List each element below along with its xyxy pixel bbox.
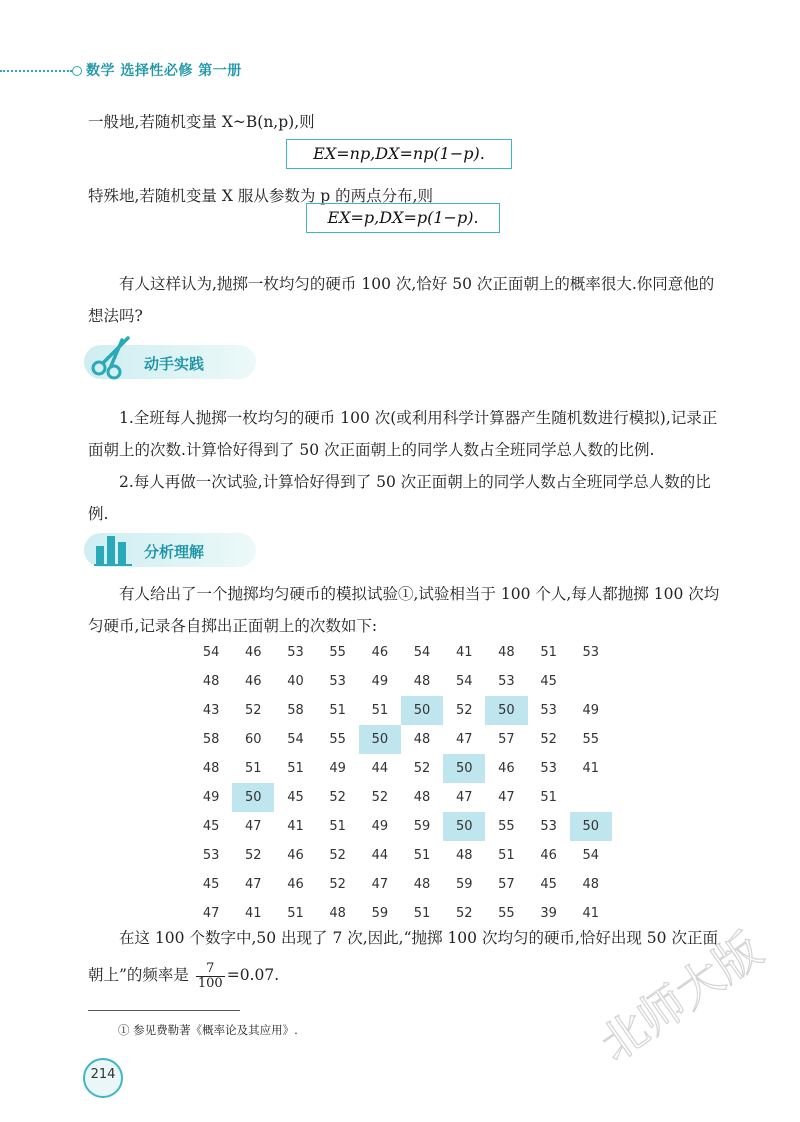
- frequency-fraction: [196, 962, 225, 991]
- table-cell: 55: [498, 906, 515, 921]
- table-row: [190, 870, 612, 899]
- table-cell: 48: [413, 674, 431, 689]
- table-cell: 58: [287, 703, 304, 718]
- table-row: [190, 783, 612, 812]
- table-cell: 54: [202, 645, 220, 660]
- table-cell: 41: [582, 761, 600, 776]
- table-cell-highlighted: 50: [485, 696, 527, 725]
- table-row: [190, 725, 612, 754]
- publisher-watermark: [590, 915, 790, 1085]
- scissors-icon: [86, 332, 136, 382]
- table-cell: 52: [540, 732, 557, 747]
- table-cell: 47: [202, 906, 220, 921]
- table-cell: 46: [287, 877, 304, 892]
- table-cell: 49: [202, 790, 220, 805]
- table-cell: 47: [245, 877, 262, 892]
- table-cell: 45: [202, 877, 220, 892]
- watermark-text: 北师大版: [590, 922, 772, 1072]
- table-cell: 53: [540, 761, 557, 776]
- table-cell: 44: [371, 761, 389, 776]
- table-cell: 48: [413, 877, 431, 892]
- table-cell: 59: [413, 819, 431, 834]
- table-cell: 46: [287, 848, 304, 863]
- table-cell: 51: [498, 848, 515, 863]
- table-cell: 57: [498, 732, 515, 747]
- table-cell-highlighted: 50: [443, 754, 485, 783]
- table-cell: 39: [540, 906, 557, 921]
- analysis-section-title: 分析理解: [144, 543, 205, 561]
- table-cell: 45: [287, 790, 304, 805]
- table-cell-highlighted: 50: [359, 725, 401, 754]
- table-cell: 51: [287, 761, 304, 776]
- table-cell: 48: [582, 877, 600, 892]
- table-cell: 53: [540, 819, 557, 834]
- table-cell: 51: [413, 906, 431, 921]
- table-cell: 45: [540, 674, 557, 689]
- question-paragraph: 有人这样认为,抛掷一枚均匀的硬币 100 次,恰好 50 次正面朝上的概率很大.你同意他的想法吗?: [88, 275, 715, 325]
- table-cell: 52: [329, 877, 346, 892]
- table-cell: 57: [498, 877, 515, 892]
- table-cell: 59: [455, 877, 473, 892]
- table-cell: 47: [371, 877, 389, 892]
- table-cell: 54: [287, 732, 304, 747]
- footnote: ① 参见费勒著《概率论及其应用》.: [118, 1023, 298, 1037]
- page-number: 214: [90, 1067, 116, 1082]
- table-cell: 55: [498, 819, 515, 834]
- table-cell: 53: [329, 674, 346, 689]
- table-cell: 49: [582, 703, 600, 718]
- footnote-rule: [88, 1010, 240, 1011]
- table-cell: 47: [498, 790, 515, 805]
- table-cell: 46: [371, 645, 389, 660]
- table-cell: 60: [245, 732, 262, 747]
- table-row: [190, 841, 612, 870]
- table-cell: 46: [540, 848, 557, 863]
- table-row: [190, 754, 612, 783]
- conclusion-line-1: 在这 100 个数字中,50 出现了 7 次,因此,“抛掷 100 次均匀的硬币,恰好出现 50 次正面: [119, 929, 718, 947]
- header-dotted-rule: [0, 70, 72, 72]
- table-cell: 52: [329, 790, 346, 805]
- table-cell: [570, 667, 612, 696]
- coin-toss-data-table: [190, 638, 612, 928]
- table-cell-highlighted: 50: [401, 696, 443, 725]
- table-cell: 51: [329, 819, 346, 834]
- table-cell: 51: [540, 790, 557, 805]
- table-cell: 41: [582, 906, 600, 921]
- table-cell: 46: [245, 674, 262, 689]
- table-row: [190, 696, 612, 725]
- table-cell: 51: [540, 645, 557, 660]
- table-cell: 47: [455, 790, 473, 805]
- table-cell: 41: [287, 819, 304, 834]
- table-cell: 46: [245, 645, 262, 660]
- formula-two-point: EX=p,DX=p(1−p).: [306, 203, 500, 233]
- table-cell: 40: [287, 674, 304, 689]
- practice-item-2: 2.每人再做一次试验,计算恰好得到了 50 次正面朝上的同学人数占全班同学总人数的比例.: [88, 473, 711, 523]
- table-cell-highlighted: 50: [570, 812, 612, 841]
- table-cell: 48: [413, 790, 431, 805]
- intro-line-2: 特殊地,若随机变量 X 服从参数为 p 的两点分布,则: [88, 187, 434, 205]
- table-cell-highlighted: 50: [232, 783, 274, 812]
- fraction-numerator: 7: [196, 962, 225, 977]
- practice-item-1: 1.全班每人抛掷一枚均匀的硬币 100 次(或利用科学计算器产生随机数进行模拟),记录正面朝上的次数.计算恰好得到了 50 次正面朝上的同学人数占全班同学总人数的比例.: [88, 409, 718, 459]
- table-cell: 53: [540, 703, 557, 718]
- table-cell: 55: [582, 732, 600, 747]
- table-cell: 51: [245, 761, 262, 776]
- table-cell: 46: [498, 761, 515, 776]
- analysis-paragraph: 有人给出了一个抛掷均匀硬币的模拟试验①,试验相当于 100 个人,每人都抛掷 100 次均匀硬币,记录各自掷出正面朝上的次数如下:: [88, 585, 720, 635]
- table-cell: 53: [582, 645, 600, 660]
- table-cell: 54: [455, 674, 473, 689]
- running-header: 数学 选择性必修 第一册: [86, 63, 242, 79]
- conclusion-prefix: 朝上”的频率是: [88, 966, 189, 984]
- table-cell: 41: [455, 645, 473, 660]
- table-cell: 45: [202, 819, 220, 834]
- table-cell: 51: [329, 703, 346, 718]
- table-cell: 48: [329, 906, 346, 921]
- table-cell: 59: [371, 906, 389, 921]
- table-cell: [570, 783, 612, 812]
- table-cell: 43: [202, 703, 220, 718]
- table-cell: 52: [329, 848, 346, 863]
- conclusion-suffix: =0.07.: [226, 966, 280, 984]
- table-cell: 53: [287, 645, 304, 660]
- fraction-denominator: 100: [197, 975, 223, 991]
- table-cell: 44: [371, 848, 389, 863]
- table-cell: 47: [455, 732, 473, 747]
- table-cell: 41: [245, 906, 262, 921]
- table-cell-highlighted: 50: [443, 812, 485, 841]
- table-cell: 52: [245, 848, 262, 863]
- table-cell: 58: [202, 732, 220, 747]
- table-cell: 45: [540, 877, 557, 892]
- table-cell: 52: [455, 906, 473, 921]
- table-cell: 53: [498, 674, 515, 689]
- table-cell: 51: [371, 703, 389, 718]
- intro-line-1: 一般地,若随机变量 X~B(n,p),则: [88, 113, 315, 131]
- table-cell: 53: [202, 848, 220, 863]
- table-cell: 48: [455, 848, 473, 863]
- table-row: [190, 667, 612, 696]
- table-cell: 48: [202, 761, 220, 776]
- header-circle-icon: [72, 66, 82, 76]
- table-cell: 54: [413, 645, 431, 660]
- table-cell: 52: [371, 790, 389, 805]
- formula-binomial: EX=np,DX=np(1−p).: [286, 139, 512, 169]
- table-cell: 49: [371, 819, 389, 834]
- table-cell: 48: [202, 674, 220, 689]
- table-cell: 52: [455, 703, 473, 718]
- table-cell: 47: [245, 819, 262, 834]
- table-row: [190, 638, 612, 667]
- table-cell: 55: [329, 645, 346, 660]
- practice-section-title: 动手实践: [144, 355, 205, 373]
- table-cell: 54: [582, 848, 600, 863]
- bar-chart-icon: [92, 528, 136, 568]
- table-cell: 52: [245, 703, 262, 718]
- table-cell: 49: [371, 674, 389, 689]
- table-cell: 55: [329, 732, 346, 747]
- table-cell: 51: [287, 906, 304, 921]
- table-cell: 51: [413, 848, 431, 863]
- table-cell: 48: [498, 645, 515, 660]
- table-cell: 48: [413, 732, 431, 747]
- table-cell: 52: [413, 761, 431, 776]
- table-row: [190, 812, 612, 841]
- table-cell: 49: [329, 761, 346, 776]
